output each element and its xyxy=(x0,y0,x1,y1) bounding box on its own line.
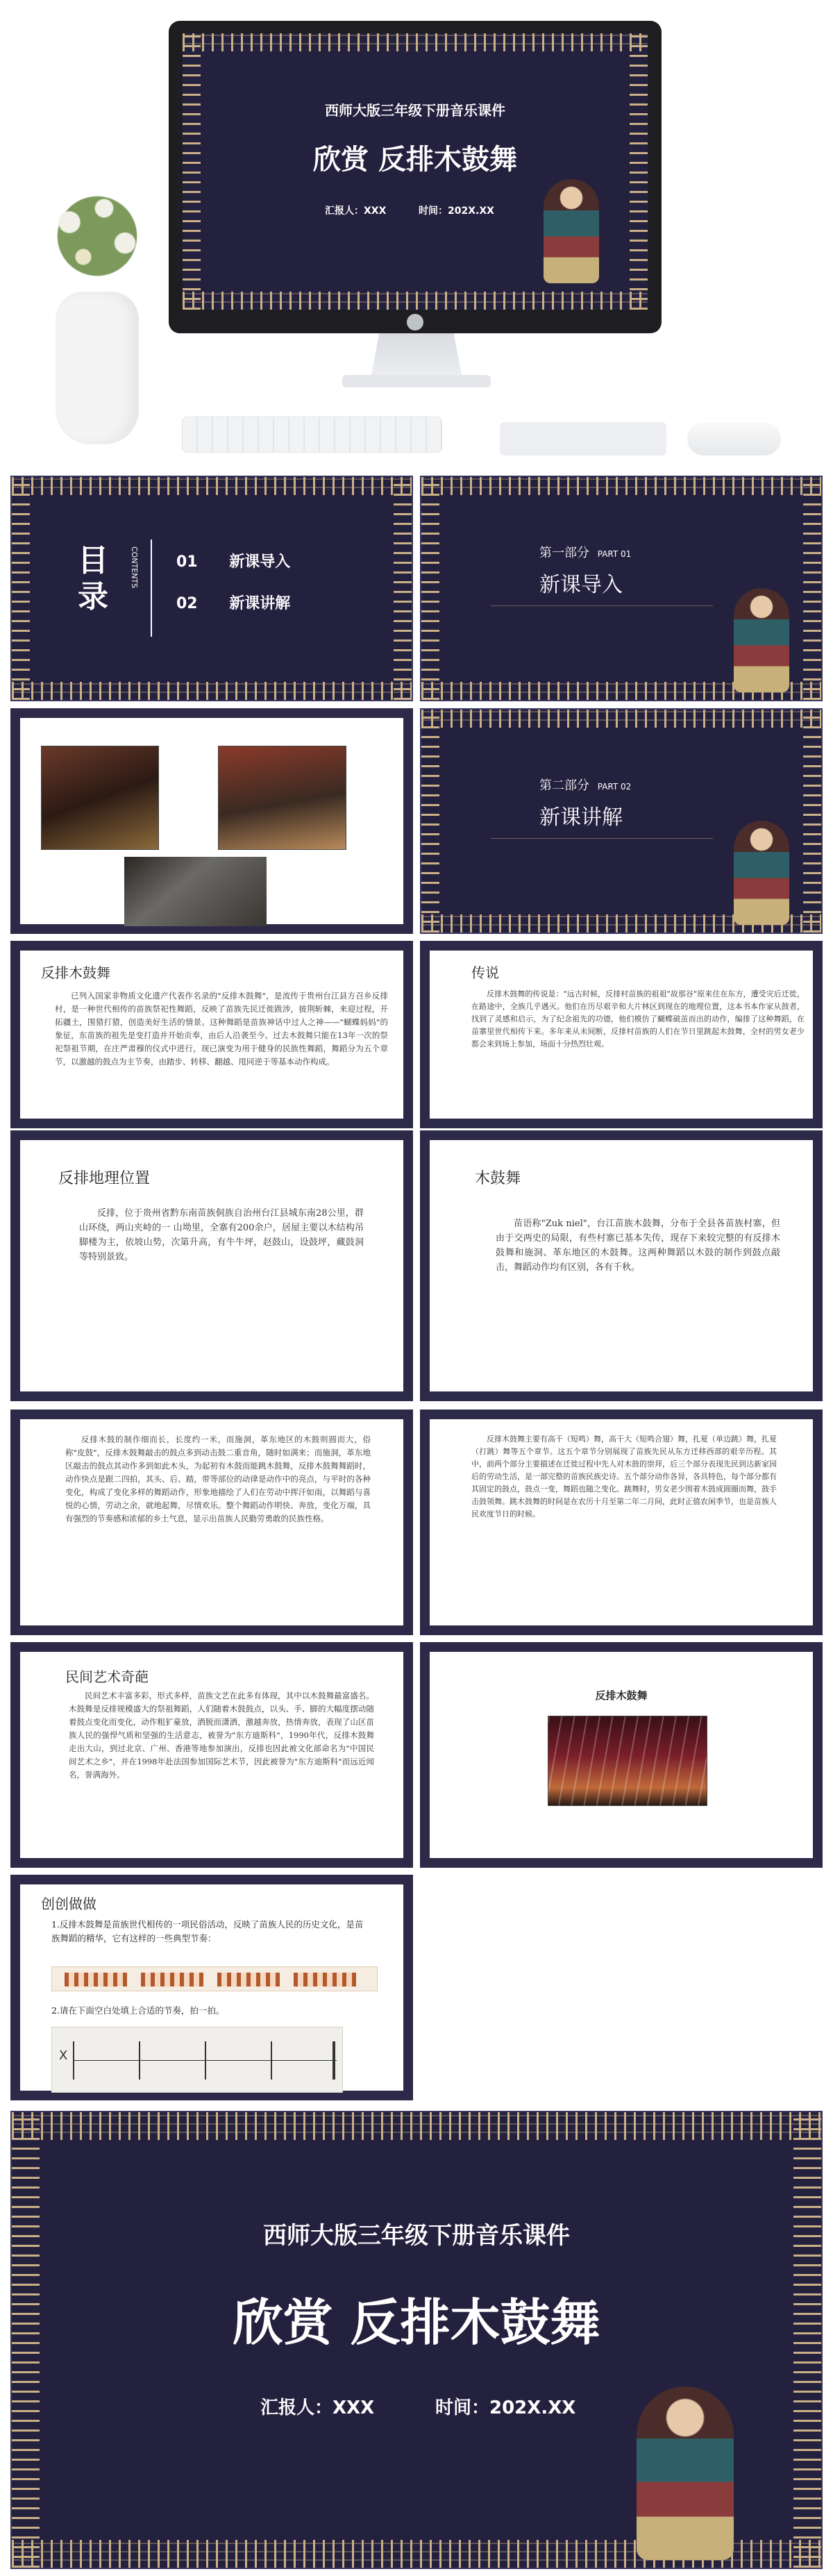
slide-drum2 xyxy=(420,1410,823,1635)
slide-location xyxy=(10,1130,413,1401)
slide-title: 木鼓舞 xyxy=(475,1170,521,1187)
contents-en-label: CONTENTS xyxy=(130,546,139,589)
slide-activity xyxy=(10,1875,413,2100)
contents-item-text: 新课导入 xyxy=(229,553,291,571)
slide-body: 反排木鼓的制作细而长，长度约一米，而施洞，革东地区的木鼓则圆而大，俗称"皮鼓"，反排木鼓舞敲击的鼓点多到动击鼓二重音角，随时如满来；而施洞，革东地区敲击的鼓点其动作多到如此木头，为起初有木鼓而能跳木鼓舞，反排木鼓舞舞蹈时，动作快点是跟二四拍，其头、后、踏，带等部位的动律是动作中的亮点，与平时的各种变化，构成了变化多样的舞蹈动作，形象地描绘了人们在劳动中挥汗如雨，以舞蹈与喜悦的心情，劳动之余，就地起舞，尽情欢乐。整个舞蹈动作明快、奔放，变化万端，具有强烈的节奏感和浓郁的乡土气息，显示出苗族人民勤劳勇敢的民族性格。 xyxy=(65,1435,371,1523)
slide-part2 xyxy=(420,708,823,934)
photo-dancers-1 xyxy=(41,746,159,850)
dancer-illustration xyxy=(637,2386,734,2560)
slide-title: 传说 xyxy=(471,964,499,981)
slide-legend xyxy=(420,941,823,1128)
cover-reporter: 汇报人：XXX xyxy=(325,206,387,217)
mouse xyxy=(687,422,781,455)
slide-photo xyxy=(420,1642,823,1868)
slide-body: 民间艺术丰富多彩，形式多样，苗族文艺在此多有体现，其中以木鼓舞最富盛名。木鼓舞是反排规模盛大的祭祖舞蹈，人们随着木鼓鼓点，以头、手、脚的大幅度摆动随着鼓点变化而变化，动作粗犷豪放，洒脱而潇洒，激越奔放，热情奔放，表现了山区苗族人民的强悍气质和坚强的生活意志，被誉为"东方迪斯科"，1990年代，反排木鼓舞走出大山，到过北京、广州、香港等地参加演出，反排也因此被文化部命名为"中国民间艺术之乡"，并在1998年赴法国参加国际艺术节，因此被誉为"东方迪斯科"而远近闻名，誉满海外。 xyxy=(69,1691,374,1780)
slide-title: 反排木鼓舞 xyxy=(595,1689,648,1702)
monitor-base xyxy=(342,375,491,387)
vase xyxy=(56,292,139,444)
slide-title: 民间艺术奇葩 xyxy=(65,1668,149,1685)
slide-folk xyxy=(10,1642,413,1868)
slide-title: 创创做做 xyxy=(41,1896,96,1912)
part-title: 新课讲解 xyxy=(539,805,623,830)
cover-subtitle: 西师大版三年级下册音乐课件 xyxy=(325,102,505,119)
contents-item-num: 01 xyxy=(176,553,198,571)
activity-step-1: 1.反排木鼓舞是苗族世代相传的一项民俗活动，反映了苗族人民的历史文化，是苗族舞蹈的精华，它有这样的一些典型节奏： xyxy=(51,1919,364,1943)
contents-label: 目录 xyxy=(78,543,108,614)
slide-body: 反排，位于贵州省黔东南苗族侗族自治州台江县城东南28公里，群山环绕，两山夹峙的一 山坳里，全寨有200余户，居屋主要以木结构吊脚楼为主，依坡山势，次第升高，有牛牛坪，赵鼓山，设鼓坪，藏鼓洞等特别景致。 xyxy=(79,1208,364,1262)
bar-line xyxy=(333,2041,335,2080)
bar-line xyxy=(139,2041,140,2080)
photo-performance xyxy=(548,1716,707,1806)
slide-closing xyxy=(10,2111,823,2569)
closing-reporter: 汇报人：XXX xyxy=(260,2398,375,2418)
slide-body: 已列入国家非物质文化遗产代表作名录的"反排木鼓舞"，是流传于贵州台江县方召乡反排村，是一种世代相传的苗族祭祀性舞蹈，反映了苗族先民迁徙跋涉，披荆斩棘，来迎过程，开拓疆土，围猎打猎，创造美好生活的情景。这种舞蹈是苗族神话中过人之神——"蝴蝶妈妈"的象征，东苗族的祖先是变打造并开始贡奉，由后人沿袭至今。过去木鼓舞只能在13年一次的祭祀祭祖节期，在庄严肃穆的仪式中进行，现已演变为用于健身的民族性舞蹈，舞蹈分为五个章节，以激越的鼓点为主节奏，由踏步、转移、翻越、甩同逆于等基本动作构成。 xyxy=(55,991,388,1067)
contents-divider xyxy=(151,540,152,637)
slide-title: 反排木鼓舞 xyxy=(41,964,110,981)
slide-fanpai xyxy=(10,941,413,1128)
part-underline xyxy=(491,605,713,606)
slide-making xyxy=(10,1410,413,1635)
closing-subtitle: 西师大版三年级下册音乐课件 xyxy=(263,2222,570,2250)
staff-clef-label: X xyxy=(59,2048,68,2063)
cover-time: 时间：202X.XX xyxy=(419,206,494,217)
trackpad xyxy=(500,422,666,455)
slide-title: 反排地理位置 xyxy=(58,1170,151,1187)
photo-dancers-2 xyxy=(218,746,346,850)
part-underline xyxy=(491,838,713,839)
slide-part1 xyxy=(420,476,823,701)
closing-title: 欣赏 反排木鼓舞 xyxy=(233,2293,600,2352)
slide-photos xyxy=(10,708,413,934)
rhythm-card xyxy=(294,1973,356,1987)
dancer-illustration xyxy=(734,588,789,692)
slide-contents xyxy=(10,476,413,701)
part-label: 第二部分 PART 02 xyxy=(539,778,632,793)
flowers xyxy=(28,167,167,306)
slide-body: 反排木鼓舞的传说是："远古时候，反排村苗族的祖祖"故那谷"原来住在东方，遭受灾后迁徙，在路途中，全族几乎遇灭。他们在历尽艰辛和大片林区到现在的地理位置，这本书本作家从鼓者，找到了灵感和启示，为了纪念祖先的功德，他们模仿了蝴蝶破茧而出的动作，编排了这种舞蹈，在苗寨里世代相传下来。多年来从未间断，反排村苗族的人们在节日里跳起木鼓舞，全村的男女老少都会来到场上参加，场面十分热烈壮观。 xyxy=(471,989,805,1048)
slide-drum xyxy=(420,1130,823,1401)
dancer-illustration xyxy=(734,821,789,925)
rhythm-cards xyxy=(51,1966,378,1991)
slide-body: 苗语称"Zuk niel"，台江苗族木鼓舞，分布于全县各苗族村寨，但由于交两史的局限，有些村寨已基本失传，现存下来较完整的有反排木鼓舞和施洞、革东地区的木鼓舞。这两种舞蹈以木鼓的制作到鼓点敲击，舞蹈动作均有区别，各有千秋。 xyxy=(496,1219,780,1273)
hero-section xyxy=(0,0,833,462)
rhythm-card xyxy=(65,1973,127,1987)
keyboard xyxy=(182,417,442,453)
photo-village xyxy=(124,857,267,926)
monitor-screen-slide xyxy=(183,33,648,310)
slide-body: 反排木鼓舞主要有高干（短鸣）舞，高干大（短鸣合翅）舞，扎夏（单边跳）舞，扎夏（打跳）舞等五个章节。这五个章节分别展现了苗族先民从东方迁移西部的艰辛历程。其中，前两个部分主要描述在迁徙过程中先人对木鼓的崇拜，后三个部分表现先民到达新家园后的劳动生活，是一部完整的苗族民族史诗。五个部分动作各异，各具特色，每个部分都有其固定的鼓点，鼓点一变，舞蹈也随之变化。跳舞时，男女老少围着木鼓成圆圈而舞，鼓手击鼓领舞。跳木鼓舞的时间是在农历十月至第二年二月间，此时正值农闲季节，也是苗族人民欢度节日的时候。 xyxy=(471,1435,777,1519)
cover-title: 欣赏 反排木鼓舞 xyxy=(313,144,517,176)
closing-time: 时间：202X.XX xyxy=(435,2398,576,2418)
contents-item-num: 02 xyxy=(176,595,198,612)
part-label: 第一部分 PART 01 xyxy=(539,546,632,560)
contents-item-text: 新课讲解 xyxy=(229,595,291,612)
contents-item-1[interactable] xyxy=(176,550,290,571)
rhythm-staff[interactable] xyxy=(51,2027,343,2093)
bar-line xyxy=(205,2041,206,2080)
activity-step-2: 2.请在下面空白处填上合适的节奏，拍一拍。 xyxy=(51,2005,225,2016)
bar-line xyxy=(271,2041,272,2080)
rhythm-card xyxy=(141,1973,203,1987)
bar-line xyxy=(73,2041,74,2080)
contents-item-2[interactable] xyxy=(176,592,290,613)
rhythm-card xyxy=(217,1973,280,1987)
apple-logo-icon xyxy=(407,314,423,331)
part-title: 新课导入 xyxy=(539,573,623,597)
dancer-illustration xyxy=(544,179,599,283)
